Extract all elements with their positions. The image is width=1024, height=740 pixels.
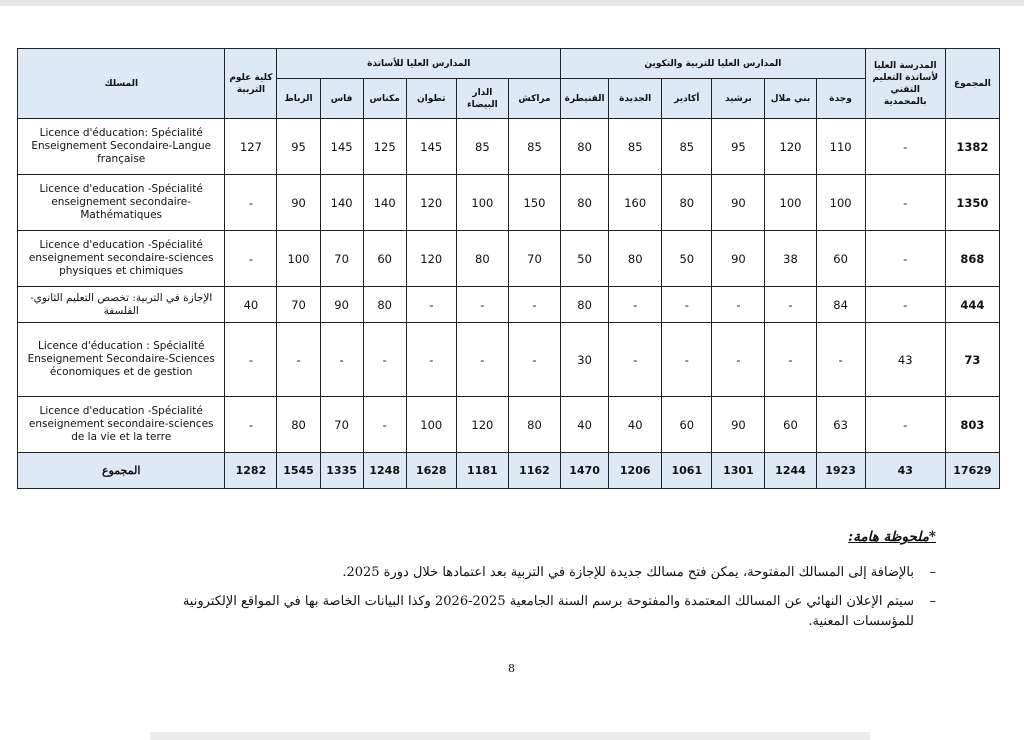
enset-total: 1244 [765,453,816,489]
faculty-value: - [225,231,277,287]
table-row [18,231,1000,287]
enset-total: 1470 [561,453,609,489]
enset-value: 110 [816,119,865,175]
table-body [18,119,1000,453]
enset-value: 80 [609,231,662,287]
ens-value: 140 [363,175,406,231]
ens-total: 1335 [320,453,363,489]
enset-value: 95 [712,119,765,175]
row-total: 73 [945,323,999,397]
enset-value: - [816,323,865,397]
ens-value: - [277,323,320,397]
enset-value: 60 [662,397,712,453]
top-border [0,0,1024,6]
faculty-total: 1282 [225,453,277,489]
enset-value: 90 [712,175,765,231]
note-item: – سيتم الإعلان النهائي عن المسالك المعتمدة والمفتوحة برسم السنة الجامعية 2025-2026 وكذا البيانات الخاصة بها في المواقع الإلكترونية للمؤسسات المعنية. [176,592,936,632]
ens-value: - [456,287,508,323]
notes-section [176,527,936,641]
enset-value: 80 [662,175,712,231]
ens-value: 90 [320,287,363,323]
enset-value: - [712,323,765,397]
totals-label: المجموع [18,453,225,489]
ens-value: 70 [320,397,363,453]
ens-value: - [363,323,406,397]
enset-total: 1061 [662,453,712,489]
row-total: 1382 [945,119,999,175]
ens-value: 120 [406,175,456,231]
faculty-value: - [225,323,277,397]
ens-value: 95 [277,119,320,175]
enset-value: 63 [816,397,865,453]
enset-total: 1206 [609,453,662,489]
ens-value: - [406,287,456,323]
ens-school-header: الرباط [277,79,320,119]
enset-school-header: الجديدة [609,79,662,119]
track-label: Licence d'éducation: Spécialité Enseignement Secondaire-Langue française [18,119,225,175]
row-total: 1350 [945,175,999,231]
enset-school-header: أكادير [662,79,712,119]
enset-school-header: برشيد [712,79,765,119]
enset-value: 100 [816,175,865,231]
ens-value: - [508,323,560,397]
ens-school-header: مراكش [508,79,560,119]
ens-value: 85 [508,119,560,175]
enset-value: 40 [609,397,662,453]
ens-value: 80 [508,397,560,453]
ens-school-header: الدار البيضاء [456,79,508,119]
enset-value: 90 [712,397,765,453]
ens-school-header: مكناس [363,79,406,119]
page-number: 8 [508,662,515,675]
track-label: Licence d'education -Spécialité enseignement secondaire-sciences physiques et chimiques [18,231,225,287]
enset-value: 50 [662,231,712,287]
ens-total: 1545 [277,453,320,489]
ens-value: 60 [363,231,406,287]
track-label: Licence d'education -Spécialité enseignement secondaire-Mathématiques [18,175,225,231]
enset-value: 85 [662,119,712,175]
faculty-value: 127 [225,119,277,175]
ensetm-value: - [865,397,945,453]
ens-value: - [406,323,456,397]
ens-total: 1628 [406,453,456,489]
ensetm-total: 43 [865,453,945,489]
ens-value: 80 [277,397,320,453]
table-row [18,175,1000,231]
enset-value: 80 [561,175,609,231]
total-header: المجموع [945,49,999,119]
table-row [18,287,1000,323]
enset-group-header: المدارس العليا للتربية والتكوين [561,49,866,79]
grand-total: 17629 [945,453,999,489]
faculty-value: - [225,175,277,231]
ensetm-header: المدرسة العليا لأساتذة التعليم التقني بالمحمدية [865,49,945,119]
row-total: 444 [945,287,999,323]
ens-value: - [456,323,508,397]
track-label: الإجازة في التربية: تخصص التعليم الثانوي- الفلسفة [18,287,225,323]
bottom-border [150,732,870,740]
ens-value: 85 [456,119,508,175]
ens-value: - [363,397,406,453]
enset-value: 80 [561,119,609,175]
enset-value: - [712,287,765,323]
ensetm-value: - [865,119,945,175]
enset-school-header: القنيطرة [561,79,609,119]
enset-value: 85 [609,119,662,175]
enset-value: 90 [712,231,765,287]
enset-school-header: وجدة [816,79,865,119]
faculty-value: 40 [225,287,277,323]
ens-value: 140 [320,175,363,231]
enset-value: - [662,323,712,397]
ens-value: 100 [456,175,508,231]
ens-value: 100 [277,231,320,287]
ens-school-header: فاس [320,79,363,119]
ens-value: 125 [363,119,406,175]
ens-total: 1162 [508,453,560,489]
ens-value: 150 [508,175,560,231]
enset-value: - [609,323,662,397]
enset-value: 40 [561,397,609,453]
row-total: 803 [945,397,999,453]
ens-value: 145 [406,119,456,175]
notes-title: *ملحوظة هامة: [848,529,936,545]
ens-value: 70 [277,287,320,323]
notes-list [176,563,936,632]
ens-value: 70 [320,231,363,287]
ens-value: 145 [320,119,363,175]
ens-value: 70 [508,231,560,287]
table-row [18,323,1000,397]
ens-value: 80 [456,231,508,287]
enset-value: 160 [609,175,662,231]
enset-value: 38 [765,231,816,287]
enset-value: - [765,323,816,397]
enset-value: 84 [816,287,865,323]
enset-value: - [609,287,662,323]
ens-value: 100 [406,397,456,453]
ens-value: - [320,323,363,397]
enset-value: 60 [765,397,816,453]
seats-table [17,48,1000,489]
row-total: 868 [945,231,999,287]
faculty-value: - [225,397,277,453]
enset-value: 120 [765,119,816,175]
ens-school-header: تطوان [406,79,456,119]
ens-group-header: المدارس العليا للأساتذة [277,49,561,79]
enset-school-header: بني ملال [765,79,816,119]
track-label: Licence d'education -Spécialité enseignement secondaire-sciences de la vie et la terre [18,397,225,453]
enset-value: - [662,287,712,323]
ens-total: 1248 [363,453,406,489]
enset-total: 1923 [816,453,865,489]
enset-total: 1301 [712,453,765,489]
faculty-header: كلية علوم التربية [225,49,277,119]
ens-value: 90 [277,175,320,231]
ens-total: 1181 [456,453,508,489]
enset-value: 30 [561,323,609,397]
enset-value: 80 [561,287,609,323]
ensetm-value: - [865,231,945,287]
ensetm-value: - [865,175,945,231]
enset-value: 100 [765,175,816,231]
ensetm-value: 43 [865,323,945,397]
enset-value: 50 [561,231,609,287]
track-label: Licence d'éducation : Spécialité Enseignement Secondaire-Sciences économiques et de gestion [18,323,225,397]
totals-row [18,453,1000,489]
ens-value: 120 [406,231,456,287]
ens-value: 120 [456,397,508,453]
table-row [18,397,1000,453]
enset-value: - [765,287,816,323]
track-header: المسلك [18,49,225,119]
table-row [18,119,1000,175]
ens-value: 80 [363,287,406,323]
ens-value: - [508,287,560,323]
note-item: – بالإضافة إلى المسالك المفتوحة، يمكن فتح مسالك جديدة للإجازة في التربية بعد اعتمادها خلال دورة 2025. [176,563,936,583]
ensetm-value: - [865,287,945,323]
enset-value: 60 [816,231,865,287]
